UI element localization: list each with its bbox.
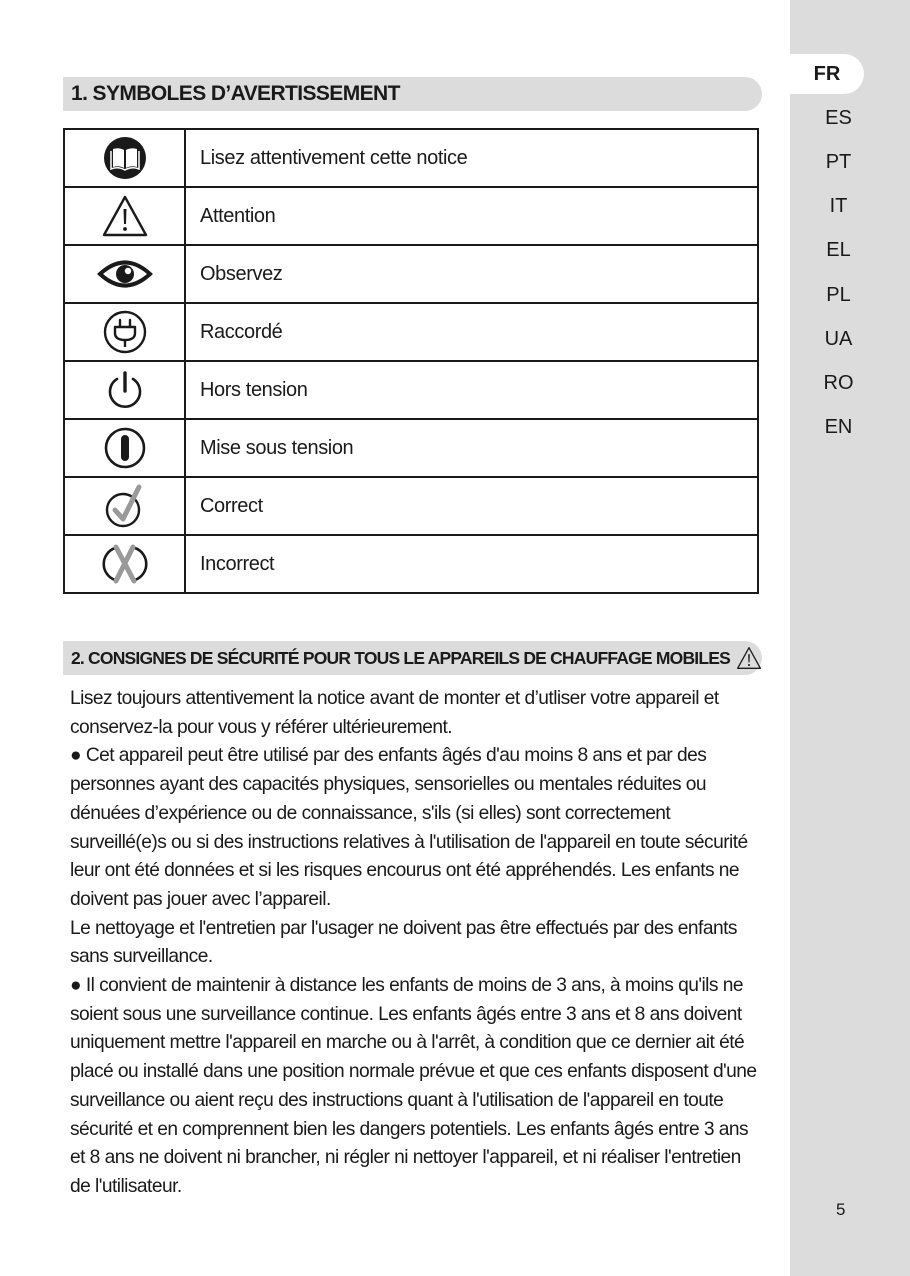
section-1-heading [63, 77, 762, 111]
symbol-row [64, 419, 758, 477]
language-tab-it[interactable]: IT [829, 194, 848, 217]
check-icon [103, 482, 147, 530]
symbol-label: Mise sous tension [185, 419, 758, 477]
warning-triangle-icon [101, 194, 149, 238]
power-on-icon [103, 426, 147, 470]
symbol-row [64, 361, 758, 419]
language-tab-pl[interactable]: PL [826, 283, 851, 306]
symbol-row [64, 187, 758, 245]
section-1-title: 1. SYMBOLES D’AVERTISSEMENT [71, 82, 400, 105]
power-off-icon [104, 369, 146, 411]
symbol-row [64, 129, 758, 187]
book-icon [102, 135, 148, 181]
symbol-label: Observez [185, 245, 758, 303]
section-2-title: 2. CONSIGNES DE SÉCURITÉ POUR TOUS LE APPAREILS DE CHAUFFAGE MOBILES [71, 647, 730, 668]
paragraph: Le nettoyage et l'entretien par l'usager ne doivent pas être effectués par des enfants sans surveillance. [70, 917, 737, 968]
cross-icon [102, 541, 148, 587]
eye-icon [97, 257, 153, 291]
language-tab-es[interactable]: ES [825, 106, 852, 129]
symbol-row [64, 535, 758, 593]
paragraph: ● Cet appareil peut être utilisé par des enfants âgés d'au moins 8 ans et par des personnes ayant des capacités physiques, sensorielles ou mentales réduites ou dénuées d’expérience ou de connaissance, s'ils (si elles) sont correctement surveillé(e)s ou si des instructions relatives à l'utilisation de l'appareil en toute sécurité leur ont été données et si les risques encourus ont été appréhendés. Les enfants ne doivent pas jouer avec l’appareil. [70, 745, 748, 910]
symbol-row [64, 477, 758, 535]
symbol-label: Attention [185, 187, 758, 245]
language-tab-el[interactable]: EL [826, 238, 851, 261]
symbol-row [64, 245, 758, 303]
plug-icon [102, 309, 148, 355]
symbol-label: Hors tension [185, 361, 758, 419]
warning-symbols-table [63, 128, 759, 594]
paragraph: Lisez toujours attentivement la notice avant de monter et d’utliser votre appareil et conservez-la pour vous y référer ultérieurement. [70, 688, 719, 738]
warning-triangle-icon [736, 645, 762, 671]
language-tab-ua[interactable]: UA [824, 327, 853, 350]
safety-instructions [70, 685, 760, 1202]
language-tab-ro[interactable]: RO [823, 371, 854, 394]
symbol-row [64, 303, 758, 361]
symbol-label: Correct [185, 477, 758, 535]
page-number: 5 [836, 1200, 846, 1219]
paragraph: ● Il convient de maintenir à distance les enfants de moins de 3 ans, à moins qu'ils ne soient sous une surveillance continue. Les enfants âgés entre 3 ans et 8 ans doivent uniquement mettre l'appareil en marche ou à l'arrêt, à condition que ce dernier ait été placé ou installé dans une position normale prévue et que ces enfants disposent d'une surveillance ou aient reçu des instructions quant à l'utilisation de l'appareil en toute sécurité et en comprennent bien les dangers potentiels. Les enfants âgés entre 3 ans et 8 ans ne doivent ni brancher, ni régler ni nettoyer l'appareil, et ni réaliser l'entretien de l'utilisateur. [70, 975, 757, 1197]
symbol-label: Incorrect [185, 535, 758, 593]
language-tab-pt[interactable]: PT [825, 150, 852, 173]
language-tab-fr[interactable]: FR [790, 54, 864, 94]
language-tab-en[interactable]: EN [824, 415, 853, 438]
symbol-label: Lisez attentivement cette notice [185, 129, 758, 187]
symbol-label: Raccordé [185, 303, 758, 361]
section-2-heading [63, 641, 762, 675]
